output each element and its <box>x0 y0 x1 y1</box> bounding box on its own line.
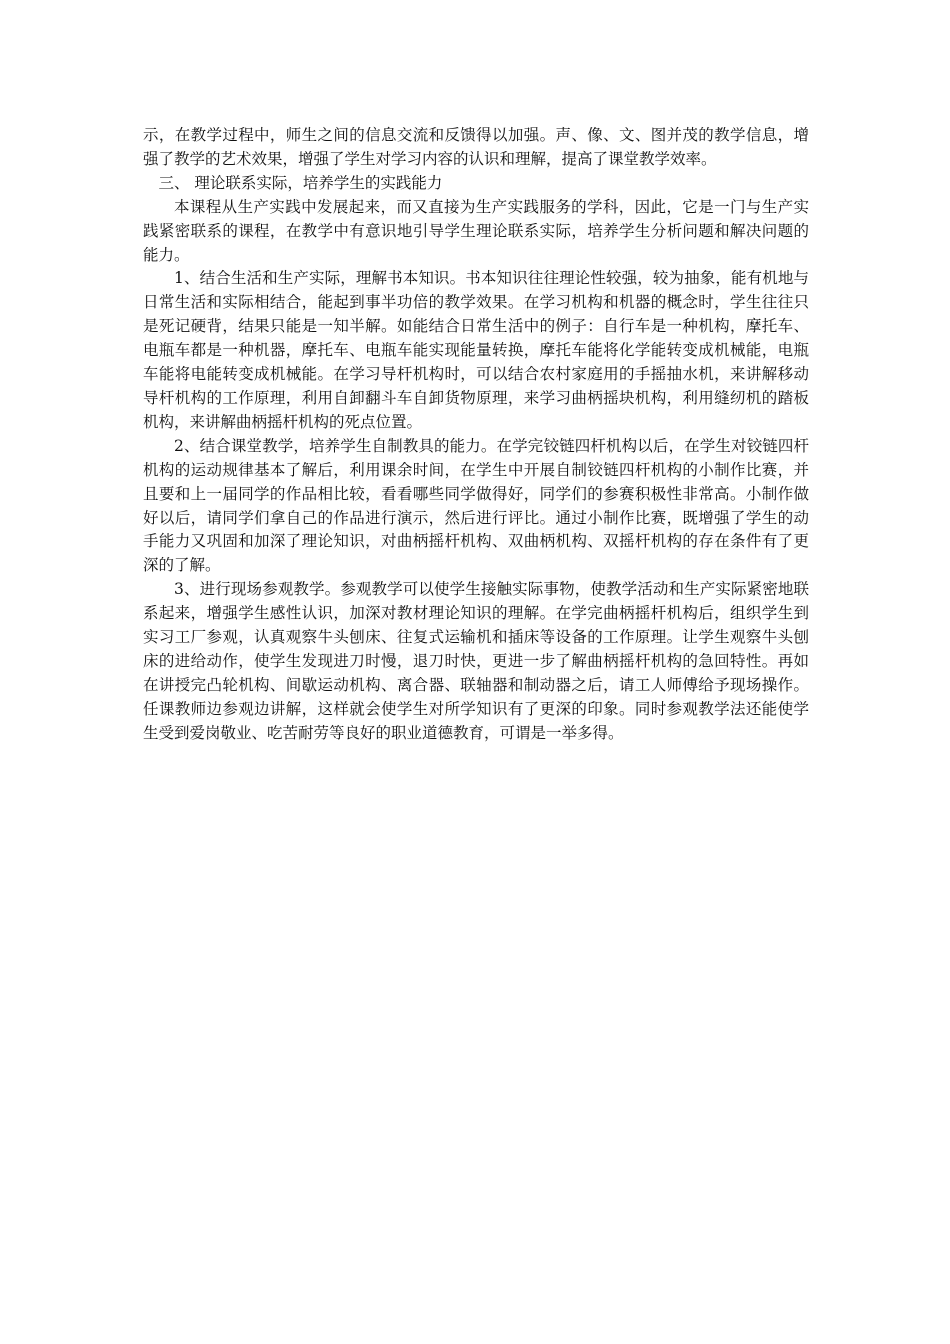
paragraph-point-1: 1、结合生活和生产实际，理解书本知识。书本知识往往理论性较强，较为抽象，能有机地与日常生活和实际相结合，能起到事半功倍的教学效果。在学习机构和机器的概念时，学生往往只是死记硬背，结果只能是一知半解。如能结合日常生活中的例子：自行车是一种机构，摩托车、电瓶车都是一种机器，摩托车、电瓶车能实现能量转换，摩托车能将化学能转变成机械能，电瓶车能将电能转变成机械能。在学习导杆机构时，可以结合农村家庭用的手摇抽水机，来讲解移动导杆机构的工作原理，利用自卸翻斗车自卸货物原理，来学习曲柄摇块机构，利用缝纫机的踏板机构，来讲解曲柄摇杆机构的死点位置。 <box>143 269 809 431</box>
paragraph-point-2: 2、结合课堂教学，培养学生自制教具的能力。在学完铰链四杆机构以后，在学生对铰链四杆机构的运动规律基本了解后，利用课余时间，在学生中开展自制铰链四杆机构的小制作比赛，并且要和上一届同学的作品相比较，看看哪些同学做得好，同学们的参赛积极性非常高。小制作做好以后，请同学们拿自己的作品进行演示，然后进行评比。通过小制作比赛，既增强了学生的动手能力又巩固和加深了理论知识，对曲柄摇杆机构、双曲柄机构、双摇杆机构的存在条件有了更深的了解。 <box>143 436 809 575</box>
paragraph-point-3: 3、进行现场参观教学。参观教学可以使学生接触实际事物，使教学活动和生产实际紧密地联系起来，增强学生感性认识，加深对教材理论知识的理解。在学完曲柄摇杆机构后，组织学生到实习工厂参观，认真观察牛头刨床、往复式运输机和插床等设备的工作原理。让学生观察牛头刨床的进给动作，使学生发现进刀时慢，退刀时快，更进一步了解曲柄摇杆机构的急回特性。再如在讲授完凸轮机构、间歇运动机构、离合器、联轴器和制动器之后，请工人师傅给予现场操作。任课教师边参观边讲解，这样就会使学生对所学知识有了更深的印象。同时参观教学法还能使学生受到爱岗敬业、吃苦耐劳等良好的职业道德教育，可谓是一举多得。 <box>143 580 809 742</box>
section-heading-3: 三、 理论联系实际，培养学生的实践能力 <box>158 173 443 192</box>
document-body <box>143 124 809 746</box>
paragraph-continuation: 示，在教学过程中，师生之间的信息交流和反馈得以加强。声、像、文、图并茂的教学信息，增强了教学的艺术效果，增强了学生对学习内容的认识和理解，提高了课堂教学效率。 <box>143 126 809 168</box>
paragraph-intro: 本课程从生产实践中发展起来，而又直接为生产实践服务的学科，因此，它是一门与生产实践紧密联系的课程，在教学中有意识地引导学生理论联系实际，培养学生分析问题和解决问题的能力。 <box>143 197 809 264</box>
